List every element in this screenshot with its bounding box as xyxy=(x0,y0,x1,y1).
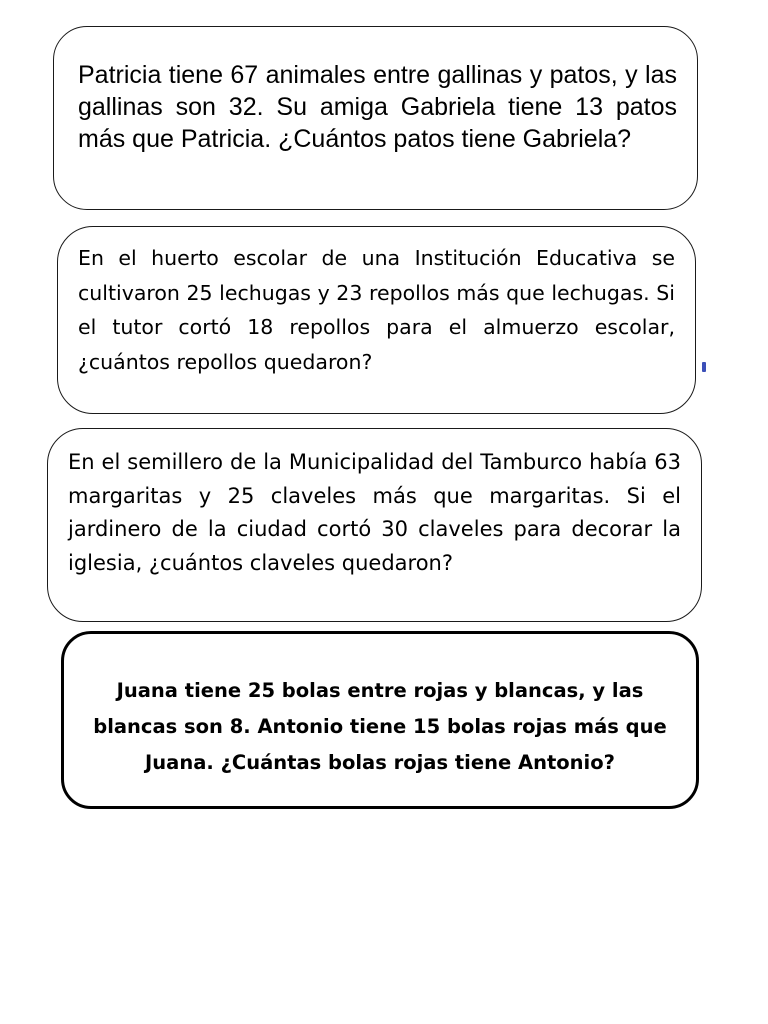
problem-text-2: En el huerto escolar de una Institución Educativa se cultivaron 25 lechugas y 23 repollos más que lechugas. Si el tutor cortó 18 repollos para el almuerzo escolar, ¿cuántos repollos quedaron? xyxy=(78,246,675,374)
problem-card-4 xyxy=(61,631,699,809)
problem-card-3 xyxy=(47,428,702,622)
problem-text-1: Patricia tiene 67 animales entre gallinas y patos, y las gallinas son 32. Su amiga Gabriela tiene 13 patos más que Patricia. ¿Cuántos patos tiene Gabriela? xyxy=(78,61,677,153)
problem-text-3: En el semillero de la Municipalidad del Tamburco había 63 margaritas y 25 claveles más que margaritas. Si el jardinero de la ciudad cortó 30 claveles para decorar la iglesia, ¿cuántos claveles quedaron? xyxy=(68,450,681,575)
blue-mark xyxy=(702,362,706,372)
problem-text-4: Juana tiene 25 bolas entre rojas y blancas, y las blancas son 8. Antonio tiene 15 bolas rojas más que Juana. ¿Cuántas bolas rojas tiene Antonio? xyxy=(93,679,667,774)
problem-card-1 xyxy=(53,26,698,210)
problem-card-2 xyxy=(57,226,696,414)
